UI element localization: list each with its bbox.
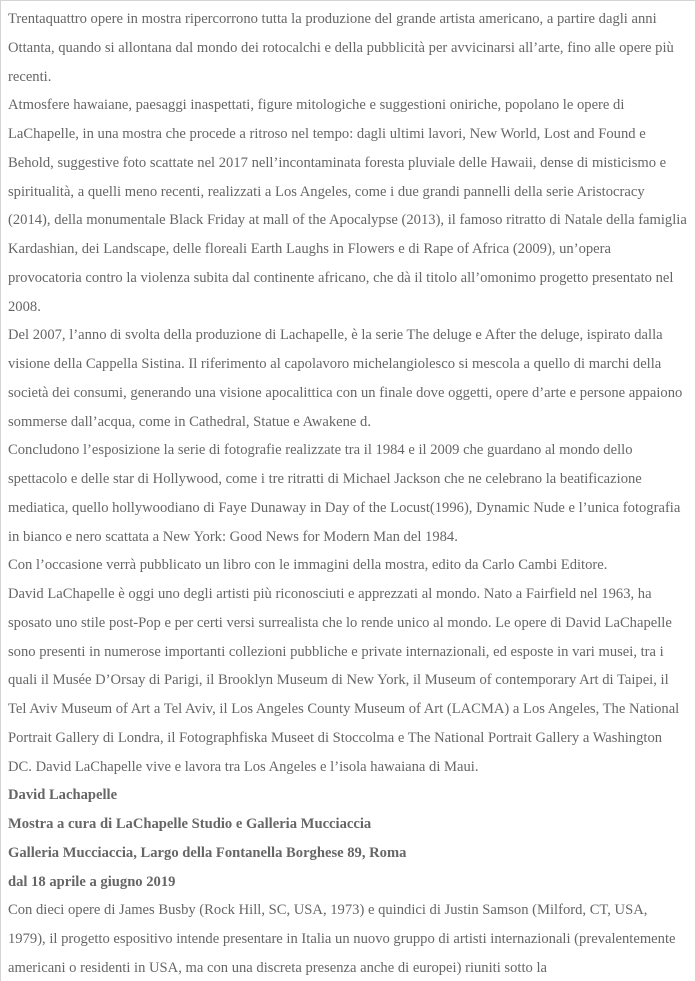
exhibition-venue: Galleria Mucciaccia, Largo della Fontanella Borghese 89, Roma <box>8 844 407 861</box>
paragraph-next-exhibition: Con dieci opere di James Busby (Rock Hill, SC, USA, 1973) e quindici di Justin Samson (Milford, CT, USA, 1979), il progetto espositivo intende presentare in Italia un nuovo gruppo di artisti internazionali (prevalentemente americani o residenti in USA, ma con una discreta presenza anche di europei) riuniti sotto la <box>8 902 676 976</box>
paragraph-biography: David LaChapelle è oggi uno degli artisti più riconosciuti e apprezzati al mondo. Nato a Fairfield nel 1963, ha sposato uno stile post-Pop e per certi versi surrealista che lo rende unico al mondo. Le opere di David LaChapelle sono presenti in numerose importanti collezioni pubbliche e private internazionali, ed esposte in vari musei, tra i quali il Musée D’Orsay di Parigi, il Brooklyn Museum di New York, il Museum of contemporary Art di Taipei, il Tel Aviv Museum of Art a Tel Aviv, il Los Angeles County Museum of Art (LACMA) a Los Angeles, The National Portrait Gallery di Londra, il Fotographfiska Museet di Stoccolma e The National Portrait Gallery a Washington DC. David LaChapelle vive e lavora tra Los Angeles e l’isola hawaiana di Maui. <box>8 586 680 775</box>
paragraph-deluge: Del 2007, l’anno di svolta della produzione di Lachapelle, è la serie The deluge e After the deluge, ispirato dalla visione della Cappella Sistina. Il riferimento al capolavoro michelangiolesco si mescola a quello di marchi della società dei consumi, generando una visione apocalittica con un finale dove oggetti, opere d’arte e persone appaiono sommerse dall’acqua, come in Cathedral, Statue e Awakene d. <box>8 327 683 430</box>
paragraph-book: Con l’occasione verrà pubblicato un libro con le immagini della mostra, edito da Carlo Cambi Editore. <box>8 557 608 574</box>
exhibition-title: David Lachapelle <box>8 787 118 804</box>
exhibition-dates: dal 18 aprile a giugno 2019 <box>8 873 176 890</box>
paragraph-intro: Trentaquattro opere in mostra ripercorrono tutta la produzione del grande artista americano, a partire dagli anni Ottanta, quando si allontana dal mondo dei rotocalchi e della pubblicità per avvicinarsi all’arte, fino alle opere più recenti. <box>8 11 674 85</box>
paragraph-hollywood: Concludono l’esposizione la serie di fotografie realizzate tra il 1984 e il 2009 che guardano al mondo dello spettacolo e delle star di Hollywood, come i tre ritratti di Michael Jackson che ne celebrano la beatificazione mediatica, quello hollywoodiano di Faye Dunaway in Day of the Locust(1996), Dynamic Nude e l’unica fotografia in bianco e nero scattata a New York: Good News for Modern Man del 1984. <box>8 442 681 545</box>
paragraph-atmospheres: Atmosfere hawaiane, paesaggi inaspettati, figure mitologiche e suggestioni oniriche, popolano le opere di LaChapelle, in una mostra che procede a ritroso nel tempo: dagli ultimi lavori, New World, Lost and Found e Behold, suggestive foto scattate nel 2017 nell’incontaminata foresta pluviale delle Hawaii, dense di misticismo e spiritualità, a quelli meno recenti, realizzati a Los Angeles, come i due grandi pannelli della serie Aristocracy (2014), della monumentale Black Friday at mall of the Apocalypse (2013), il famoso ritratto di Natale della famiglia Kardashian, dei Landscape, delle floreali Earth Laughs in Flowers e di Rape of Africa (2009), un’opera provocatoria contro la violenza subita dal continente africano, che dà il titolo all’omonimo progetto presentato nel 2008. <box>8 97 687 315</box>
exhibition-curator: Mostra a cura di LaChapelle Studio e Galleria Mucciaccia <box>8 816 372 832</box>
article-body <box>1 1 695 981</box>
